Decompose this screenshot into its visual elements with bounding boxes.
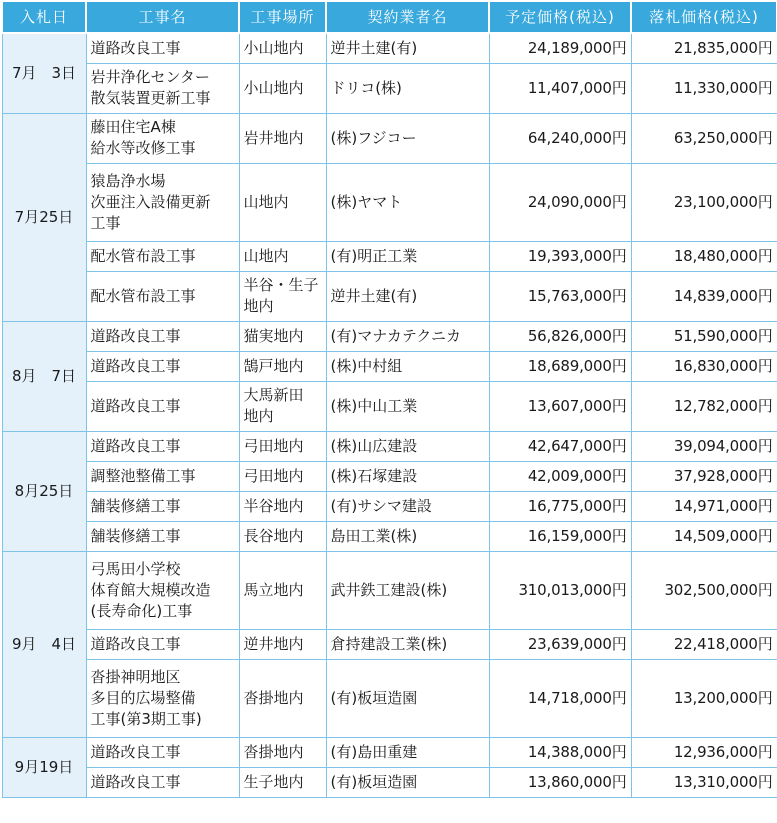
table-row xyxy=(2,321,777,351)
table-row xyxy=(2,351,777,381)
award-price-cell: 12,936,000円 xyxy=(631,737,777,767)
bid-date-cell: 8月25日 xyxy=(2,431,86,551)
award-price-cell: 21,835,000円 xyxy=(631,33,777,63)
contractor-cell: (有)板垣造園 xyxy=(326,659,489,737)
table-row xyxy=(2,271,777,321)
award-price-cell: 23,100,000円 xyxy=(631,163,777,241)
contractor-cell: (有)板垣造園 xyxy=(326,767,489,797)
award-price-cell: 12,782,000円 xyxy=(631,381,777,431)
project-name-cell: 道路改良工事 xyxy=(86,321,239,351)
estimate-price-cell: 310,013,000円 xyxy=(489,551,631,629)
header-award: 落札価格(税込) xyxy=(631,1,777,33)
project-place-cell: 山地内 xyxy=(239,241,326,271)
project-name-cell: 道路改良工事 xyxy=(86,629,239,659)
estimate-price-cell: 18,689,000円 xyxy=(489,351,631,381)
project-place-cell: 大馬新田 地内 xyxy=(239,381,326,431)
table-row xyxy=(2,431,777,461)
award-price-cell: 14,509,000円 xyxy=(631,521,777,551)
project-place-cell: 逆井地内 xyxy=(239,629,326,659)
project-name-cell: 調整池整備工事 xyxy=(86,461,239,491)
project-place-cell: 岩井地内 xyxy=(239,113,326,163)
contractor-cell: (有)サシマ建設 xyxy=(326,491,489,521)
table-row xyxy=(2,163,777,241)
table-row xyxy=(2,629,777,659)
table-row xyxy=(2,491,777,521)
contractor-cell: (株)フジコー xyxy=(326,113,489,163)
bid-date-cell: 9月 4日 xyxy=(2,551,86,737)
header-contractor: 契約業者名 xyxy=(326,1,489,33)
project-name-cell: 道路改良工事 xyxy=(86,351,239,381)
estimate-price-cell: 13,607,000円 xyxy=(489,381,631,431)
award-price-cell: 63,250,000円 xyxy=(631,113,777,163)
award-price-cell: 37,928,000円 xyxy=(631,461,777,491)
bid-results-table xyxy=(1,0,777,798)
header-name: 工事名 xyxy=(86,1,239,33)
award-price-cell: 11,330,000円 xyxy=(631,63,777,113)
project-name-cell: 道路改良工事 xyxy=(86,431,239,461)
estimate-price-cell: 16,775,000円 xyxy=(489,491,631,521)
estimate-price-cell: 14,388,000円 xyxy=(489,737,631,767)
project-name-cell: 道路改良工事 xyxy=(86,33,239,63)
award-price-cell: 22,418,000円 xyxy=(631,629,777,659)
table-row xyxy=(2,659,777,737)
project-place-cell: 半谷地内 xyxy=(239,491,326,521)
project-place-cell: 山地内 xyxy=(239,163,326,241)
project-place-cell: 猫実地内 xyxy=(239,321,326,351)
project-name-cell: 弓馬田小学校 体育館大規模改造 (長寿命化)工事 xyxy=(86,551,239,629)
contractor-cell: ドリコ(株) xyxy=(326,63,489,113)
project-name-cell: 配水管布設工事 xyxy=(86,271,239,321)
table-row xyxy=(2,521,777,551)
project-place-cell: 弓田地内 xyxy=(239,461,326,491)
project-name-cell: 岩井浄化センター 散気装置更新工事 xyxy=(86,63,239,113)
contractor-cell: (株)ヤマト xyxy=(326,163,489,241)
award-price-cell: 13,310,000円 xyxy=(631,767,777,797)
bid-date-cell: 9月19日 xyxy=(2,737,86,797)
project-place-cell: 沓掛地内 xyxy=(239,659,326,737)
award-price-cell: 14,839,000円 xyxy=(631,271,777,321)
estimate-price-cell: 24,189,000円 xyxy=(489,33,631,63)
table-body xyxy=(2,33,777,797)
estimate-price-cell: 56,826,000円 xyxy=(489,321,631,351)
contractor-cell: (株)山広建設 xyxy=(326,431,489,461)
estimate-price-cell: 24,090,000円 xyxy=(489,163,631,241)
table-row xyxy=(2,737,777,767)
award-price-cell: 39,094,000円 xyxy=(631,431,777,461)
project-place-cell: 生子地内 xyxy=(239,767,326,797)
project-place-cell: 半谷・生子 地内 xyxy=(239,271,326,321)
table-row xyxy=(2,63,777,113)
project-name-cell: 配水管布設工事 xyxy=(86,241,239,271)
contractor-cell: 倉持建設工業(株) xyxy=(326,629,489,659)
project-name-cell: 藤田住宅A棟 給水等改修工事 xyxy=(86,113,239,163)
header-date: 入札日 xyxy=(2,1,86,33)
contractor-cell: 逆井土建(有) xyxy=(326,33,489,63)
project-place-cell: 長谷地内 xyxy=(239,521,326,551)
project-name-cell: 道路改良工事 xyxy=(86,381,239,431)
project-place-cell: 馬立地内 xyxy=(239,551,326,629)
estimate-price-cell: 19,393,000円 xyxy=(489,241,631,271)
contractor-cell: (株)中村組 xyxy=(326,351,489,381)
project-name-cell: 猿島浄水場 次亜注入設備更新 工事 xyxy=(86,163,239,241)
award-price-cell: 16,830,000円 xyxy=(631,351,777,381)
project-name-cell: 道路改良工事 xyxy=(86,737,239,767)
project-name-cell: 沓掛神明地区 多目的広場整備 工事(第3期工事) xyxy=(86,659,239,737)
estimate-price-cell: 64,240,000円 xyxy=(489,113,631,163)
contractor-cell: (株)石塚建設 xyxy=(326,461,489,491)
bid-date-cell: 7月25日 xyxy=(2,113,86,321)
table-row xyxy=(2,113,777,163)
header-estimate: 予定価格(税込) xyxy=(489,1,631,33)
table-row xyxy=(2,241,777,271)
award-price-cell: 13,200,000円 xyxy=(631,659,777,737)
contractor-cell: 逆井土建(有) xyxy=(326,271,489,321)
estimate-price-cell: 42,647,000円 xyxy=(489,431,631,461)
award-price-cell: 51,590,000円 xyxy=(631,321,777,351)
project-name-cell: 道路改良工事 xyxy=(86,767,239,797)
project-name-cell: 舗装修繕工事 xyxy=(86,521,239,551)
table-row xyxy=(2,461,777,491)
table-row xyxy=(2,33,777,63)
award-price-cell: 14,971,000円 xyxy=(631,491,777,521)
table-row xyxy=(2,551,777,629)
award-price-cell: 302,500,000円 xyxy=(631,551,777,629)
table-row xyxy=(2,381,777,431)
award-price-cell: 18,480,000円 xyxy=(631,241,777,271)
contractor-cell: 島田工業(株) xyxy=(326,521,489,551)
estimate-price-cell: 16,159,000円 xyxy=(489,521,631,551)
estimate-price-cell: 14,718,000円 xyxy=(489,659,631,737)
contractor-cell: (有)明正工業 xyxy=(326,241,489,271)
contractor-cell: (株)中山工業 xyxy=(326,381,489,431)
contractor-cell: 武井鉄工建設(株) xyxy=(326,551,489,629)
estimate-price-cell: 11,407,000円 xyxy=(489,63,631,113)
header-place: 工事場所 xyxy=(239,1,326,33)
bid-date-cell: 8月 7日 xyxy=(2,321,86,431)
project-place-cell: 小山地内 xyxy=(239,33,326,63)
estimate-price-cell: 15,763,000円 xyxy=(489,271,631,321)
contractor-cell: (有)島田重建 xyxy=(326,737,489,767)
header-row xyxy=(2,1,777,33)
bid-date-cell: 7月 3日 xyxy=(2,33,86,113)
table-row xyxy=(2,767,777,797)
estimate-price-cell: 13,860,000円 xyxy=(489,767,631,797)
project-place-cell: 小山地内 xyxy=(239,63,326,113)
project-place-cell: 鵠戸地内 xyxy=(239,351,326,381)
project-place-cell: 沓掛地内 xyxy=(239,737,326,767)
project-place-cell: 弓田地内 xyxy=(239,431,326,461)
contractor-cell: (有)マナカテクニカ xyxy=(326,321,489,351)
estimate-price-cell: 42,009,000円 xyxy=(489,461,631,491)
project-name-cell: 舗装修繕工事 xyxy=(86,491,239,521)
estimate-price-cell: 23,639,000円 xyxy=(489,629,631,659)
